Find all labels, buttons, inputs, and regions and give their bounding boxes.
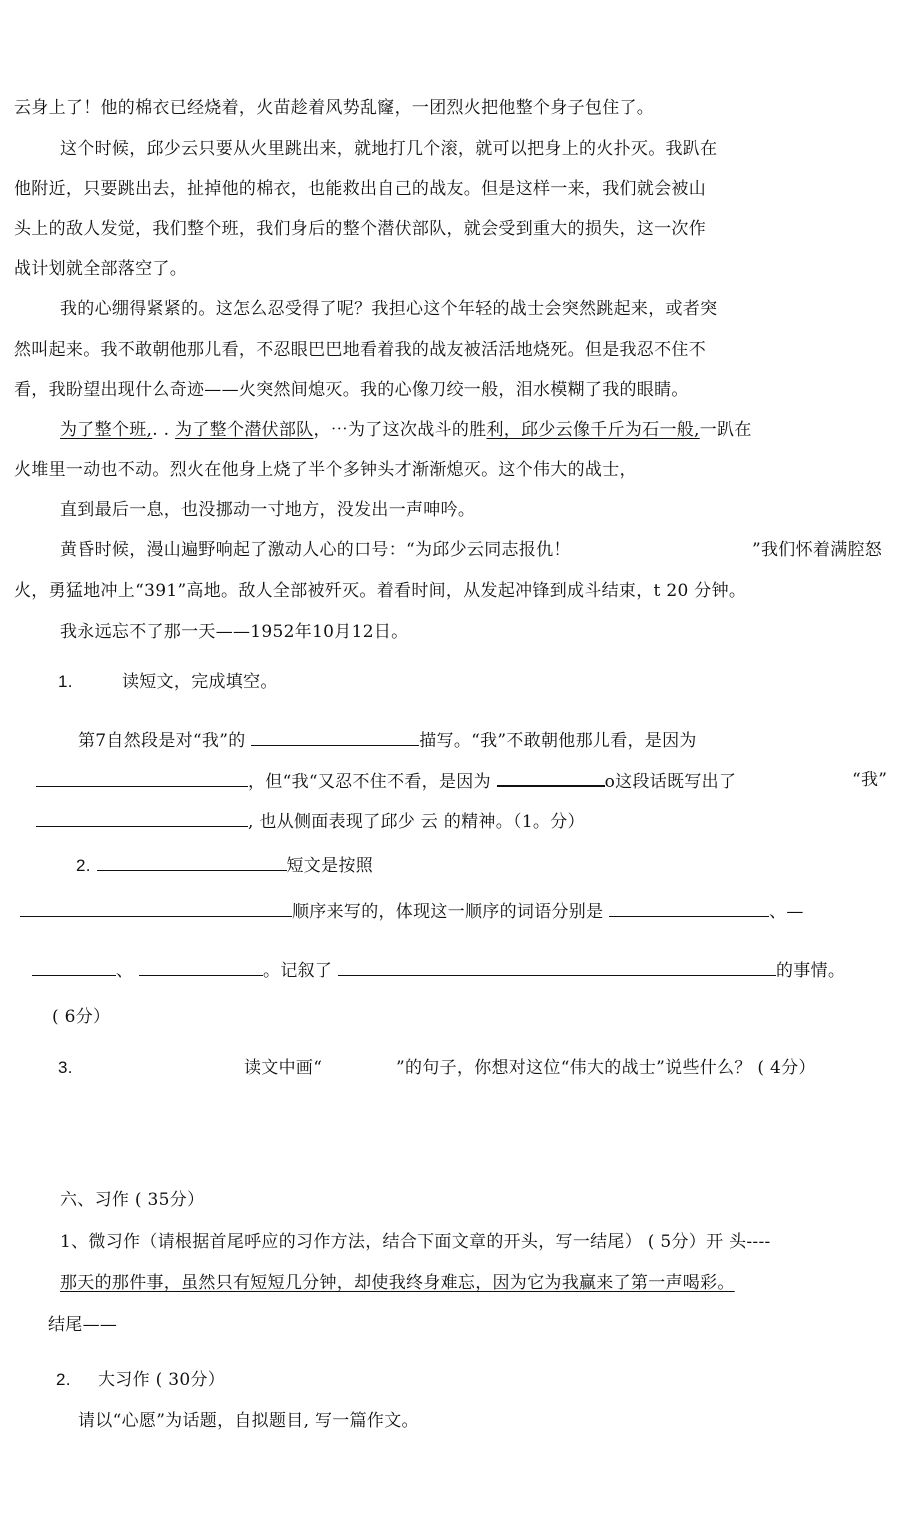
question-line [76, 854, 373, 877]
question-line [36, 769, 736, 793]
answer-blank[interactable] [139, 959, 263, 976]
question-text: ，但“我“又忍不住不看，是因为 [248, 772, 491, 792]
underlined-sentence [60, 419, 752, 441]
underlined-phrase: 为了整个班, [60, 420, 153, 440]
question-line [78, 729, 697, 752]
composition-number: 2. [56, 1370, 71, 1389]
passage-line: 战计划就全部落空了。 [14, 259, 187, 279]
answer-blank[interactable] [338, 959, 776, 976]
passage-line: 云身上了！他的棉衣已经烧着，火苗趁着风势乱窿，一团烈火把他整个身子包住了。 [14, 98, 655, 118]
ending-label: 结尾—— [48, 1315, 118, 1335]
question-text: 读短文，完成填空。 [122, 672, 278, 692]
question-text: 顺序来写的，体现这一顺序的词语分别是 [292, 902, 604, 922]
composition-item: 1、微习作（请根据首尾呼应的习作方法，结合下面文章的开头，写一结尾） ( 5分）开 头---- [60, 1232, 771, 1252]
question-score: ( 6分） [52, 1007, 111, 1027]
question-text: o这段话既写出了 [604, 772, 737, 792]
answer-blank[interactable] [36, 770, 248, 787]
question-number: 2. [76, 856, 91, 875]
passage-line: 火堆里一动也不动。烈火在他身上烧了半个多钟头才渐渐熄灭。这个伟大的战士， [14, 460, 637, 480]
question-text: 、 [116, 961, 134, 981]
answer-blank[interactable] [20, 900, 292, 917]
question-text: 第7自然段是对“我”的 [78, 731, 246, 751]
question-number: 3. [58, 1058, 73, 1077]
question-text: “我” [852, 770, 888, 790]
answer-blank[interactable] [609, 900, 769, 917]
passage-line: 我永远忘不了那一天——1952年10月12日。 [60, 622, 409, 642]
question-text: 描写。“我”不敢朝他那儿看，是因为 [419, 731, 697, 751]
question-text: 读文中画“ [244, 1058, 323, 1078]
answer-blank[interactable] [36, 810, 248, 827]
question-text: , 也从侧面表现了邱少 云 的精神。（1。分） [248, 812, 585, 832]
question-line [20, 900, 804, 923]
underlined-phrase: 为了整个潜伏部队 [175, 420, 314, 440]
underlined-phrase: 利，邱少云像千斤为石一般, [486, 420, 700, 440]
passage-line: 我的心绷得紧紧的。这怎么忍受得了呢？我担心这个年轻的战士会突然跳起来，或者突 [60, 299, 718, 319]
passage-text: ，⋯为了这次战斗的胜 [313, 420, 487, 440]
question-line [32, 959, 845, 982]
passage-line: 火，勇猛地冲上“391”高地。敌人全部被歼灭。着看时间，从发起冲锋到成斗结束，t 20 分钟。 [14, 581, 747, 601]
passage-text: 一趴在 [699, 420, 752, 440]
question-text: 短文是按照 [286, 856, 373, 876]
passage-line: ”我们怀着满腔怒 [752, 540, 883, 560]
section-heading: 六、习作 ( 35分） [60, 1190, 205, 1210]
passage-line: 这个时候，邱少云只要从火里跳出来，就地打几个滚，就可以把身上的火扑灭。我趴在 [60, 139, 718, 159]
question-text: ”的句子，你想对这位“伟大的战士”说些什么？ ( 4分） [396, 1058, 816, 1078]
answer-blank[interactable] [251, 729, 419, 746]
passage-line: 他附近，只要跳出去，扯掉他的棉衣，也能救出自己的战友。但是这样一来，我们就会被山 [14, 179, 706, 199]
question-text: 、— [769, 902, 804, 922]
answer-blank[interactable] [97, 854, 287, 871]
passage-line: 直到最后一息，也没挪动一寸地方，没发出一声呻吟。 [60, 500, 476, 520]
passage-line: 看，我盼望出现什么奇迹——火突然间熄灭。我的心像刀绞一般，泪水模糊了我的眼睛。 [14, 380, 689, 400]
passage-line: 头上的敌人发觉，我们整个班，我们身后的整个潜伏部队，就会受到重大的损失，这一次作 [14, 219, 706, 239]
question-line [36, 810, 585, 833]
question-text: 。记叙了 [263, 961, 333, 981]
question-text: 的事情。 [775, 961, 846, 981]
passage-text: . . [152, 420, 176, 440]
question-number: 1. [58, 672, 73, 691]
composition-prompt: 请以“心愿”为话题，自拟题目, 写一篇作文。 [78, 1411, 419, 1431]
opening-sentence: 那天的那件事，虽然只有短短几分钟，却使我终身难忘，因为它为我赢来了第一声喝彩。 [60, 1273, 735, 1293]
answer-blank[interactable] [497, 769, 605, 787]
passage-line: 然叫起来。我不敢朝他那儿看，不忍眼巴巴地看着我的战友被活活地烧死。但是我忍不住不 [14, 340, 706, 360]
passage-line: 黄昏时候，漫山遍野响起了激动人心的口号：“为邱少云同志报仇！ [60, 540, 571, 560]
answer-blank[interactable] [32, 959, 116, 976]
composition-title: 大习作 ( 30分） [98, 1370, 226, 1390]
